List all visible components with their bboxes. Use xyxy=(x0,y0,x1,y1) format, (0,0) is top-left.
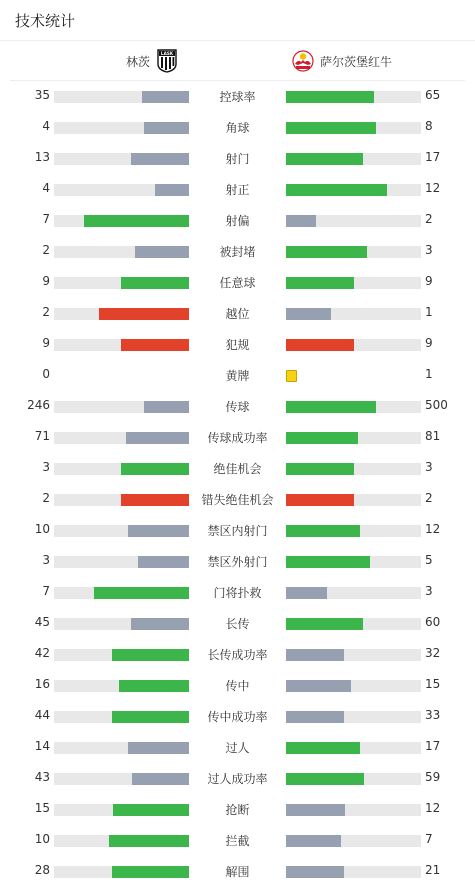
section-title: 技术统计 xyxy=(15,12,76,30)
away-bar-track xyxy=(286,432,421,444)
home-value: 9 xyxy=(42,274,50,288)
home-bar-fill xyxy=(155,184,189,196)
home-bar-track xyxy=(54,184,189,196)
stat-row xyxy=(0,856,475,887)
home-value: 43 xyxy=(34,770,50,784)
stat-label: 长传 xyxy=(225,617,250,631)
away-bar-track xyxy=(286,184,421,196)
stat-label: 错失绝佳机会 xyxy=(201,493,274,507)
stat-label: 解围 xyxy=(225,865,250,879)
home-bar-track xyxy=(54,339,189,351)
away-bar-fill xyxy=(286,215,316,227)
home-value: 44 xyxy=(34,708,50,722)
away-bar-fill xyxy=(286,587,327,599)
home-value: 14 xyxy=(34,739,50,753)
stat-row xyxy=(0,267,475,298)
stat-row xyxy=(0,174,475,205)
away-value: 500 xyxy=(425,398,448,412)
stat-label: 射正 xyxy=(225,183,250,197)
section-header xyxy=(0,0,475,41)
home-bar-track xyxy=(54,494,189,506)
stat-label: 绝佳机会 xyxy=(213,462,262,476)
stat-row xyxy=(0,608,475,639)
away-bar-fill xyxy=(286,308,331,320)
home-bar-fill xyxy=(144,401,189,413)
away-value: 15 xyxy=(425,677,441,691)
away-value: 8 xyxy=(425,119,433,133)
stat-row xyxy=(0,732,475,763)
home-value: 246 xyxy=(27,398,50,412)
away-bar-track xyxy=(286,525,421,537)
away-bar-track xyxy=(286,153,421,165)
stat-label: 过人成功率 xyxy=(207,772,268,786)
home-bar-track xyxy=(54,246,189,258)
away-bar-fill xyxy=(286,184,387,196)
home-bar-fill xyxy=(113,804,189,816)
away-bar-track xyxy=(286,866,421,878)
stat-row xyxy=(0,236,475,267)
away-value: 32 xyxy=(425,646,441,660)
home-team[interactable] xyxy=(126,49,178,73)
home-bar-track xyxy=(54,835,189,847)
away-value: 12 xyxy=(425,522,441,536)
home-bar-track xyxy=(54,804,189,816)
away-value: 3 xyxy=(425,243,433,257)
away-bar-fill xyxy=(286,618,363,630)
home-bar-fill xyxy=(131,153,189,165)
away-bar-track xyxy=(286,277,421,289)
home-bar-track xyxy=(54,432,189,444)
home-value: 15 xyxy=(34,801,50,815)
home-value: 10 xyxy=(34,832,50,846)
stat-label: 控球率 xyxy=(219,90,256,104)
stat-row xyxy=(0,112,475,143)
away-bar-fill xyxy=(286,494,354,506)
away-bar-track xyxy=(286,215,421,227)
home-value: 28 xyxy=(34,863,50,877)
away-bar-track xyxy=(286,91,421,103)
salzburg-logo-icon xyxy=(292,49,314,73)
stat-row xyxy=(0,143,475,174)
away-bar-fill xyxy=(286,463,354,475)
away-bar-fill xyxy=(286,153,363,165)
stat-label: 任意球 xyxy=(219,276,256,290)
away-bar-fill xyxy=(286,649,344,661)
away-team[interactable] xyxy=(292,49,392,73)
home-bar-track xyxy=(54,711,189,723)
stat-row xyxy=(0,701,475,732)
yellow-card-icon xyxy=(286,370,297,382)
away-value: 81 xyxy=(425,429,441,443)
away-bar-fill xyxy=(286,556,370,568)
away-bar-track xyxy=(286,618,421,630)
home-bar-fill xyxy=(84,215,189,227)
away-bar-track xyxy=(286,587,421,599)
home-bar-fill xyxy=(112,866,189,878)
home-value: 4 xyxy=(42,119,50,133)
stat-label: 传球 xyxy=(225,400,250,414)
away-bar-fill xyxy=(286,680,351,692)
away-bar-track xyxy=(286,339,421,351)
home-bar-fill xyxy=(121,339,189,351)
stat-row xyxy=(0,577,475,608)
away-bar-fill xyxy=(286,339,354,351)
home-value: 45 xyxy=(34,615,50,629)
away-bar-track xyxy=(286,401,421,413)
home-bar-fill xyxy=(138,556,189,568)
home-value: 2 xyxy=(42,243,50,257)
teams-header xyxy=(10,41,465,81)
away-bar-track xyxy=(286,556,421,568)
stat-label: 门将扑救 xyxy=(213,586,262,600)
home-bar-track xyxy=(54,680,189,692)
home-value: 4 xyxy=(42,181,50,195)
home-bar-track xyxy=(54,866,189,878)
stat-row xyxy=(0,484,475,515)
stat-row xyxy=(0,546,475,577)
away-value: 9 xyxy=(425,274,433,288)
away-bar-fill xyxy=(286,804,345,816)
home-bar-fill xyxy=(112,649,189,661)
home-bar-fill xyxy=(121,494,189,506)
away-bar-track xyxy=(286,494,421,506)
home-bar-fill xyxy=(128,742,189,754)
away-bar-track xyxy=(286,804,421,816)
stat-label: 长传成功率 xyxy=(207,648,268,662)
away-value: 2 xyxy=(425,212,433,226)
logo-text: LASK xyxy=(160,51,174,57)
away-value: 65 xyxy=(425,88,441,102)
stat-row xyxy=(0,81,475,112)
stat-label: 越位 xyxy=(225,307,250,321)
stat-label: 犯规 xyxy=(225,338,250,352)
home-bar-track xyxy=(54,649,189,661)
away-bar-fill xyxy=(286,742,360,754)
home-value: 13 xyxy=(34,150,50,164)
home-value: 0 xyxy=(42,367,50,381)
home-bar-track xyxy=(54,773,189,785)
home-bar-track xyxy=(54,277,189,289)
away-value: 17 xyxy=(425,150,441,164)
away-bar-fill xyxy=(286,401,376,413)
away-bar-track xyxy=(286,246,421,258)
stat-label: 传中 xyxy=(225,679,250,693)
away-value: 2 xyxy=(425,491,433,505)
stat-row xyxy=(0,329,475,360)
away-bar-fill xyxy=(286,835,341,847)
home-bar-track xyxy=(54,463,189,475)
home-bar-fill xyxy=(121,463,189,475)
away-bar-fill xyxy=(286,773,364,785)
away-bar-track xyxy=(286,742,421,754)
home-bar-track xyxy=(54,401,189,413)
home-value: 10 xyxy=(34,522,50,536)
away-value: 1 xyxy=(425,367,433,381)
home-value: 7 xyxy=(42,212,50,226)
stat-row xyxy=(0,205,475,236)
away-value: 59 xyxy=(425,770,441,784)
home-bar-fill xyxy=(135,246,189,258)
lask-logo-icon xyxy=(156,49,178,73)
home-bar-track xyxy=(54,618,189,630)
stat-row xyxy=(0,794,475,825)
away-team-name: 萨尔茨堡红牛 xyxy=(320,54,393,69)
stat-row xyxy=(0,825,475,856)
stat-row xyxy=(0,639,475,670)
away-bar-track xyxy=(286,773,421,785)
stat-row xyxy=(0,360,475,391)
away-value: 17 xyxy=(425,739,441,753)
away-value: 9 xyxy=(425,336,433,350)
home-value: 2 xyxy=(42,491,50,505)
away-bar-track xyxy=(286,122,421,134)
away-bar-fill xyxy=(286,432,358,444)
stats-list xyxy=(0,81,475,887)
away-bar-fill xyxy=(286,246,367,258)
stat-label: 黄牌 xyxy=(225,369,250,383)
home-value: 2 xyxy=(42,305,50,319)
away-bar-track xyxy=(286,711,421,723)
away-bar-fill xyxy=(286,122,376,134)
home-bar-track xyxy=(54,742,189,754)
home-bar-fill xyxy=(99,308,189,320)
away-value: 21 xyxy=(425,863,441,877)
stat-label: 禁区外射门 xyxy=(207,555,268,569)
home-bar-fill xyxy=(126,432,189,444)
home-value: 16 xyxy=(34,677,50,691)
stat-row xyxy=(0,763,475,794)
home-bar-fill xyxy=(142,91,189,103)
home-bar-fill xyxy=(109,835,189,847)
away-bar-fill xyxy=(286,866,344,878)
home-bar-fill xyxy=(128,525,189,537)
away-value: 12 xyxy=(425,801,441,815)
home-team-name: 林茨 xyxy=(125,54,150,69)
home-value: 71 xyxy=(34,429,50,443)
away-bar-track xyxy=(286,308,421,320)
stat-label: 抢断 xyxy=(225,803,250,817)
home-bar-track xyxy=(54,215,189,227)
stat-label: 过人 xyxy=(225,741,250,755)
stat-label: 传中成功率 xyxy=(207,710,268,724)
home-bar-fill xyxy=(132,773,189,785)
home-value: 35 xyxy=(34,88,50,102)
away-bar-track xyxy=(286,649,421,661)
away-bar-fill xyxy=(286,277,354,289)
stat-label: 射偏 xyxy=(225,214,250,228)
stat-row xyxy=(0,422,475,453)
stat-row xyxy=(0,298,475,329)
away-value: 33 xyxy=(425,708,441,722)
away-value: 7 xyxy=(425,832,433,846)
home-bar-fill xyxy=(112,711,189,723)
away-value: 3 xyxy=(425,584,433,598)
home-bar-track xyxy=(54,153,189,165)
stat-row xyxy=(0,515,475,546)
stat-label: 射门 xyxy=(225,152,250,166)
away-bar-fill xyxy=(286,711,344,723)
stat-row xyxy=(0,670,475,701)
away-value: 1 xyxy=(425,305,433,319)
away-bar-track xyxy=(286,835,421,847)
home-bar-fill xyxy=(144,122,189,134)
stat-row xyxy=(0,453,475,484)
stat-label: 拦截 xyxy=(225,834,250,848)
home-value: 3 xyxy=(42,460,50,474)
stat-label: 被封堵 xyxy=(219,245,256,259)
away-value: 3 xyxy=(425,460,433,474)
home-bar-track xyxy=(54,91,189,103)
home-bar-track xyxy=(54,587,189,599)
stat-label: 禁区内射门 xyxy=(207,524,268,538)
home-bar-track xyxy=(54,525,189,537)
home-value: 9 xyxy=(42,336,50,350)
home-bar-fill xyxy=(121,277,189,289)
stat-label: 传球成功率 xyxy=(207,431,268,445)
home-value: 7 xyxy=(42,584,50,598)
away-bar-fill xyxy=(286,91,374,103)
away-bar-track xyxy=(286,680,421,692)
away-value: 12 xyxy=(425,181,441,195)
away-bar-track xyxy=(286,463,421,475)
stat-label: 角球 xyxy=(225,121,250,135)
away-bar-fill xyxy=(286,525,360,537)
home-value: 42 xyxy=(34,646,50,660)
home-value: 3 xyxy=(42,553,50,567)
away-value: 60 xyxy=(425,615,441,629)
home-bar-fill xyxy=(119,680,189,692)
home-bar-track xyxy=(54,556,189,568)
home-bar-fill xyxy=(131,618,189,630)
away-value: 5 xyxy=(425,553,433,567)
stat-row xyxy=(0,391,475,422)
home-bar-fill xyxy=(94,587,189,599)
home-bar-track xyxy=(54,308,189,320)
home-bar-track xyxy=(54,122,189,134)
